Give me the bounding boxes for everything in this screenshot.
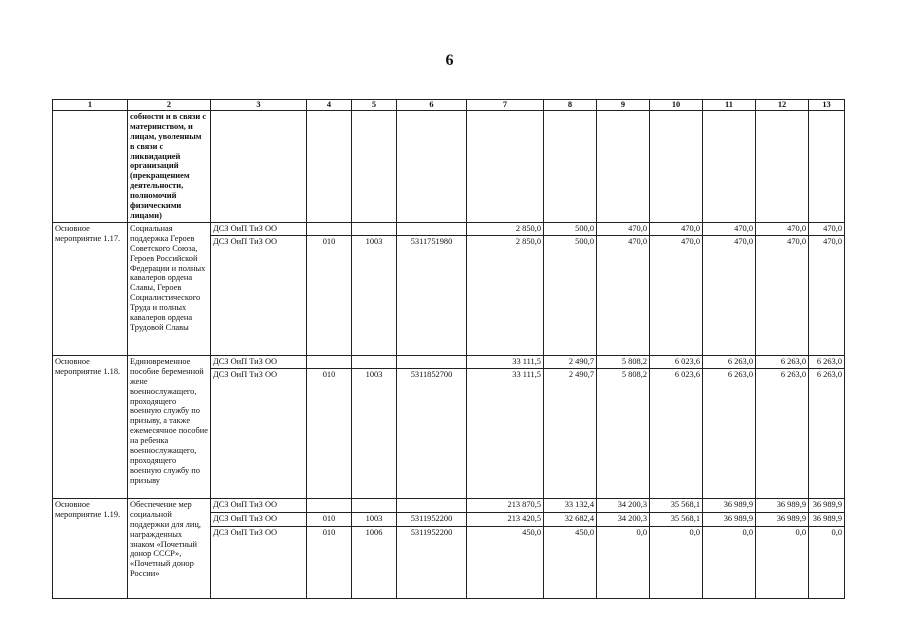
year-cell: 34 200,3 xyxy=(597,512,650,526)
program-table xyxy=(52,99,845,599)
ministry-code-cell xyxy=(307,498,352,512)
total-cell: 33 111,5 xyxy=(467,355,544,368)
year-cell: 470,0 xyxy=(597,235,650,355)
year-cell: 5 808,2 xyxy=(597,355,650,368)
header-col-6: 6 xyxy=(397,100,467,111)
total-cell: 33 111,5 xyxy=(467,368,544,498)
activity-name: Основное мероприятие 1.19. xyxy=(53,498,128,598)
ministry-code-cell: 010 xyxy=(307,235,352,355)
executor-cell: ДСЗ ОиП ТиЗ ОО xyxy=(211,222,307,235)
year-cell: 6 023,6 xyxy=(650,368,703,498)
year-cell: 470,0 xyxy=(703,235,756,355)
year-cell: 36 989,9 xyxy=(703,498,756,512)
year-cell: 470,0 xyxy=(703,222,756,235)
year-cell: 36 989,9 xyxy=(703,512,756,526)
header-col-4: 4 xyxy=(307,100,352,111)
executor-cell: ДСЗ ОиП ТиЗ ОО xyxy=(211,235,307,355)
target-code-cell xyxy=(397,222,467,235)
header-col-3: 3 xyxy=(211,100,307,111)
year-cell: 470,0 xyxy=(809,235,845,355)
year-cell: 470,0 xyxy=(756,222,809,235)
year-cell: 34 200,3 xyxy=(597,498,650,512)
header-col-11: 11 xyxy=(703,100,756,111)
activity-description: Обеспечение мер социальной поддержки для лиц, награжденных знаком «Почетный донор СССР», «Почетный донор России» xyxy=(128,498,211,598)
activity-name: Основное мероприятие 1.18. xyxy=(53,355,128,498)
target-code-cell xyxy=(397,355,467,368)
year-cell: 6 263,0 xyxy=(703,368,756,498)
year-cell: 6 263,0 xyxy=(809,368,845,498)
executor-cell: ДСЗ ОиП ТиЗ ОО xyxy=(211,355,307,368)
year-cell: 5 808,2 xyxy=(597,368,650,498)
activity-description: Единовременное пособие беременной жене военнослужащего, проходящего военную службу по призыву, а также ежемесячное пособие на ребенка военнослужащего, проходящего военную службу по призыву xyxy=(128,355,211,498)
activity-description: Социальная поддержка Героев Советского Союза, Героев Российской Федерации и полных кавалеров ордена Славы, Героев Социалистического Труда и полных кавалеров ордена Трудовой Славы xyxy=(128,222,211,355)
header-col-12: 12 xyxy=(756,100,809,111)
year-cell: 500,0 xyxy=(544,235,597,355)
year-cell: 0,0 xyxy=(756,526,809,598)
year-cell: 35 568,1 xyxy=(650,498,703,512)
header-col-10: 10 xyxy=(650,100,703,111)
target-code-cell: 5311952200 xyxy=(397,512,467,526)
executor-cell: ДСЗ ОиП ТиЗ ОО xyxy=(211,512,307,526)
executor-cell: ДСЗ ОиП ТиЗ ОО xyxy=(211,368,307,498)
table-row xyxy=(53,498,845,512)
total-cell: 213 870,5 xyxy=(467,498,544,512)
target-code-cell xyxy=(397,498,467,512)
total-cell: 2 850,0 xyxy=(467,222,544,235)
table-row xyxy=(53,355,845,368)
section-code-cell xyxy=(352,355,397,368)
continuation-description: собности и в связи с материнством, и лицам, уволенным в связи с ликвидацией организаций (прекращением деятельности, полномочий физическими лицами) xyxy=(128,110,211,222)
target-code-cell: 5311852700 xyxy=(397,368,467,498)
header-row xyxy=(53,100,845,111)
target-code-cell: 5311952200 xyxy=(397,526,467,598)
year-cell: 0,0 xyxy=(650,526,703,598)
ministry-code-cell: 010 xyxy=(307,368,352,498)
year-cell: 6 263,0 xyxy=(756,368,809,498)
year-cell: 32 682,4 xyxy=(544,512,597,526)
continuation-row xyxy=(53,110,845,222)
ministry-code-cell: 010 xyxy=(307,512,352,526)
section-code-cell xyxy=(352,498,397,512)
year-cell: 35 568,1 xyxy=(650,512,703,526)
year-cell: 470,0 xyxy=(650,235,703,355)
continuation-name xyxy=(53,110,128,222)
year-cell: 6 263,0 xyxy=(809,355,845,368)
year-cell: 470,0 xyxy=(650,222,703,235)
header-col-13: 13 xyxy=(809,100,845,111)
total-cell: 2 850,0 xyxy=(467,235,544,355)
year-cell: 0,0 xyxy=(597,526,650,598)
year-cell: 470,0 xyxy=(756,235,809,355)
year-cell: 36 989,9 xyxy=(756,498,809,512)
year-cell: 6 023,6 xyxy=(650,355,703,368)
header-col-5: 5 xyxy=(352,100,397,111)
header-col-2: 2 xyxy=(128,100,211,111)
activity-name: Основное мероприятие 1.17. xyxy=(53,222,128,355)
year-cell: 0,0 xyxy=(703,526,756,598)
year-cell: 2 490,7 xyxy=(544,368,597,498)
header-col-7: 7 xyxy=(467,100,544,111)
year-cell: 2 490,7 xyxy=(544,355,597,368)
section-code-cell: 1003 xyxy=(352,368,397,498)
total-cell: 450,0 xyxy=(467,526,544,598)
year-cell: 6 263,0 xyxy=(703,355,756,368)
year-cell: 33 132,4 xyxy=(544,498,597,512)
section-code-cell: 1006 xyxy=(352,526,397,598)
ministry-code-cell: 010 xyxy=(307,526,352,598)
section-code-cell xyxy=(352,222,397,235)
year-cell: 0,0 xyxy=(809,526,845,598)
table-row xyxy=(53,222,845,235)
executor-cell: ДСЗ ОиП ТиЗ ОО xyxy=(211,498,307,512)
header-col-8: 8 xyxy=(544,100,597,111)
year-cell: 500,0 xyxy=(544,222,597,235)
ministry-code-cell xyxy=(307,355,352,368)
year-cell: 36 989,9 xyxy=(809,512,845,526)
header-col-9: 9 xyxy=(597,100,650,111)
header-col-1: 1 xyxy=(53,100,128,111)
year-cell: 36 989,9 xyxy=(756,512,809,526)
section-code-cell: 1003 xyxy=(352,235,397,355)
target-code-cell: 5311751980 xyxy=(397,235,467,355)
year-cell: 6 263,0 xyxy=(756,355,809,368)
year-cell: 450,0 xyxy=(544,526,597,598)
executor-cell: ДСЗ ОиП ТиЗ ОО xyxy=(211,526,307,598)
year-cell: 36 989,9 xyxy=(809,498,845,512)
year-cell: 470,0 xyxy=(809,222,845,235)
ministry-code-cell xyxy=(307,222,352,235)
section-code-cell: 1003 xyxy=(352,512,397,526)
total-cell: 213 420,5 xyxy=(467,512,544,526)
year-cell: 470,0 xyxy=(597,222,650,235)
page-number: 6 xyxy=(445,52,454,69)
